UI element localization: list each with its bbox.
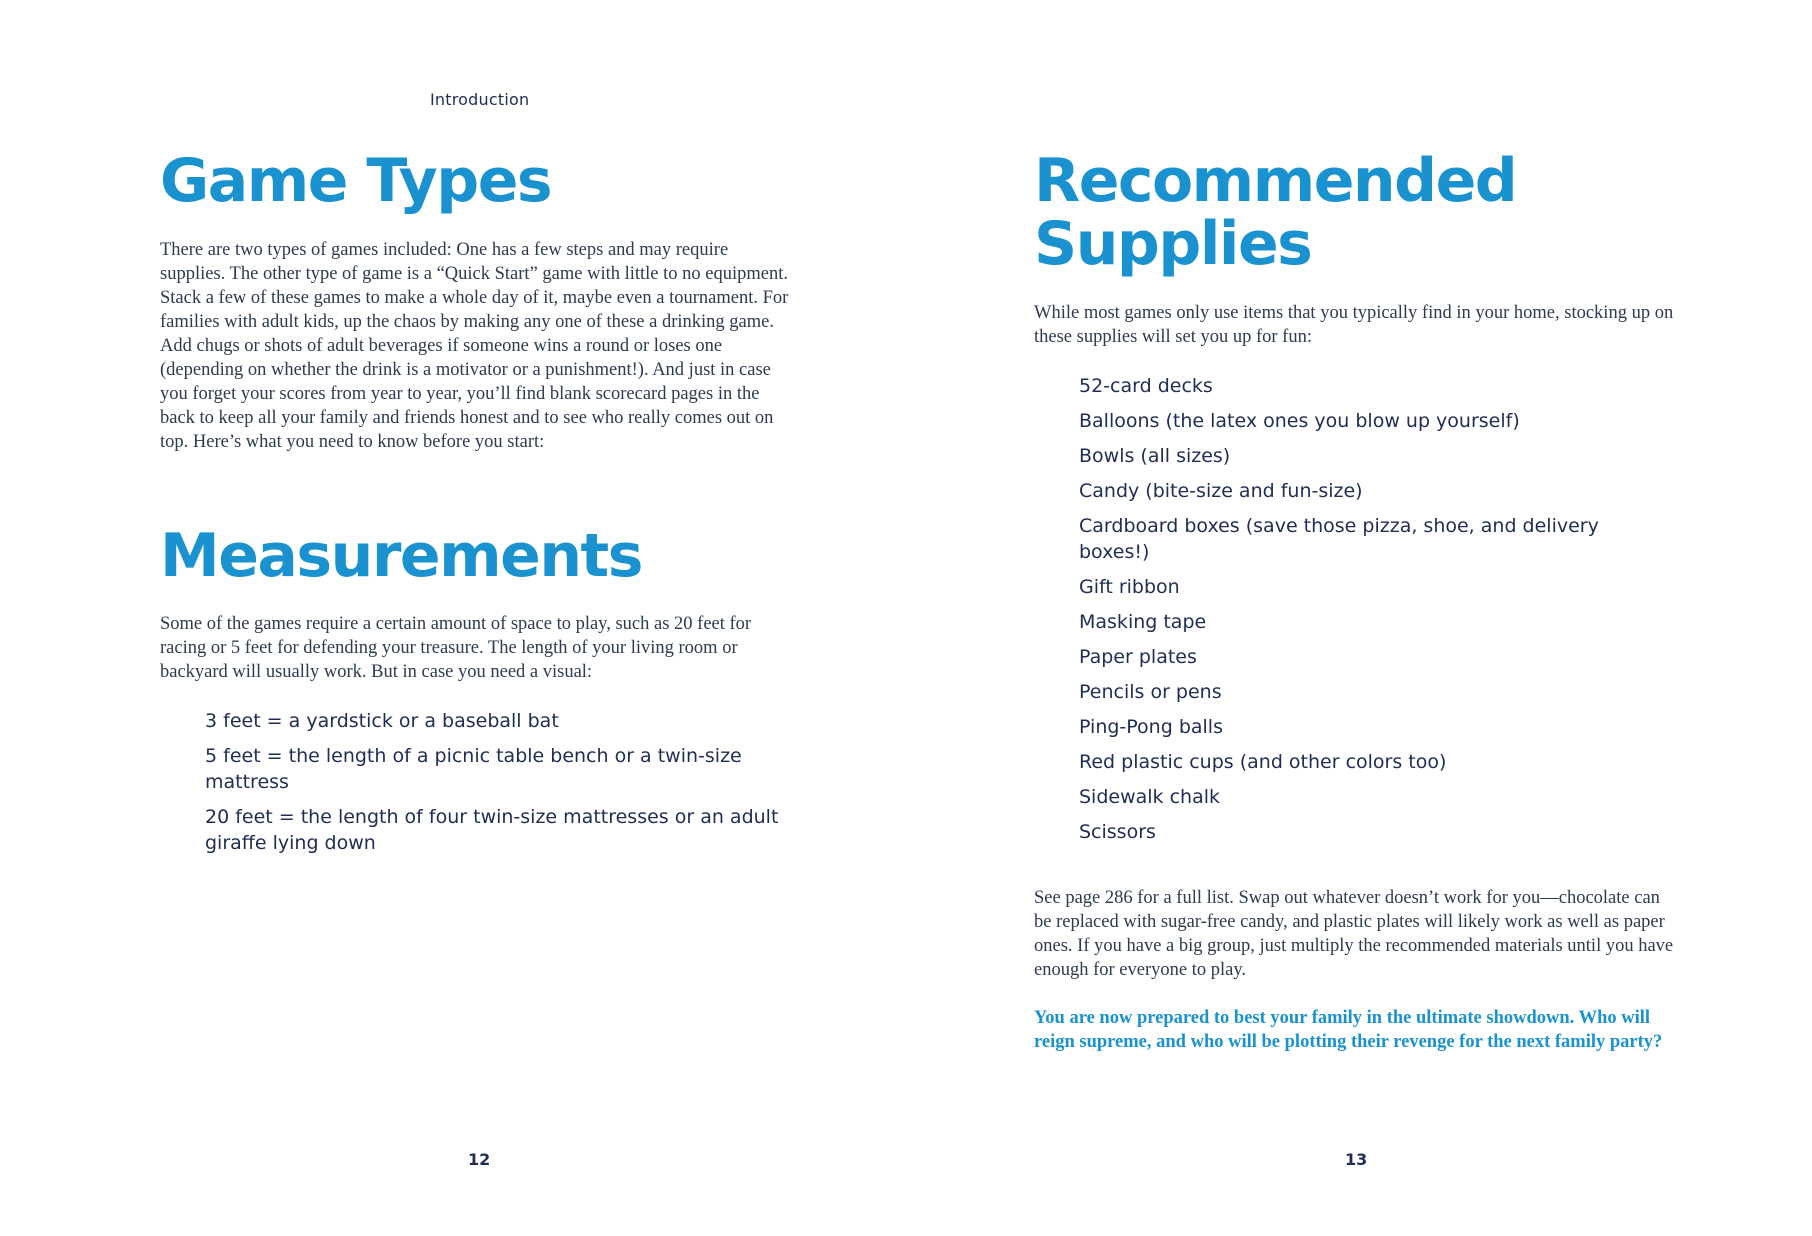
list-item: Candy (bite-size and fun-size) [1079, 480, 1363, 502]
list-item: Pencils or pens [1079, 681, 1222, 703]
page-number: 12 [468, 1150, 491, 1169]
list-item: Paper plates [1079, 646, 1197, 668]
supplies-heading-line2: Supplies [1034, 209, 1312, 279]
list-item: Balloons (the latex ones you blow up yourself) [1079, 410, 1520, 432]
measurements-list [205, 708, 785, 865]
game-types-heading: Game Types [160, 146, 552, 216]
supplies-outro: See page 286 for a full list. Swap out whatever doesn’t work for you—chocolate can be replaced with sugar-free candy, and plastic plates will likely work as well as paper ones. If you have a big group, just multiply the recommended materials until you have enough for everyone to play. [1034, 888, 1674, 980]
list-item: Cardboard boxes (save those pizza, shoe, and delivery boxes!) [1079, 515, 1599, 563]
measurements-body: Some of the games require a certain amount of space to play, such as 20 feet for racing or 5 feet for defending your treasure. The length of your living room or backyard will usually work. But in case you need a visual: [160, 614, 752, 682]
list-item: Ping-Pong balls [1079, 716, 1223, 738]
list-item: Scissors [1079, 821, 1156, 843]
list-item: Gift ribbon [1079, 576, 1180, 598]
game-types-body: There are two types of games included: One has a few steps and may require supplies. The other type of game is a “Quick Start” game with little to no equipment. Stack a few of these games to make a whole day of it, maybe even a tournament. For families with adult kids, up the chaos by making any one of these a drinking game. Add chugs or shots of adult beverages if someone wins a round or loses one (depending on whether the drink is a motivator or a punishment!). And just in case you forget your scores from year to year, you’ll find blank scorecard pages in the back to keep all your family and friends honest and to see who really comes out on top. Here’s what you need to know before you start: [160, 240, 789, 452]
list-item: 3 feet = a yardstick or a baseball bat [205, 710, 559, 732]
running-head: Introduction [430, 90, 530, 109]
supplies-list [1079, 373, 1639, 854]
list-item: 52-card decks [1079, 375, 1213, 397]
supplies-heading-line1: Recommended [1034, 146, 1517, 216]
list-item: 5 feet = the length of a picnic table bench or a twin-size mattress [205, 745, 742, 793]
measurements-heading: Measurements [160, 521, 642, 591]
supplies-intro: While most games only use items that you typically find in your home, stocking up on these supplies will set you up for fun: [1034, 303, 1674, 347]
closing-callout: You are now prepared to best your family in the ultimate showdown. Who will reign supreme, and who will be plotting their revenge for the next family party? [1034, 1008, 1663, 1052]
supplies-heading [1034, 146, 1517, 279]
list-item: Masking tape [1079, 611, 1207, 633]
list-item: Red plastic cups (and other colors too) [1079, 751, 1447, 773]
list-item: 20 feet = the length of four twin-size mattresses or an adult giraffe lying down [205, 806, 779, 854]
right-page [906, 0, 1812, 1236]
list-item: Bowls (all sizes) [1079, 445, 1231, 467]
page-number: 13 [1345, 1150, 1368, 1169]
list-item: Sidewalk chalk [1079, 786, 1221, 808]
